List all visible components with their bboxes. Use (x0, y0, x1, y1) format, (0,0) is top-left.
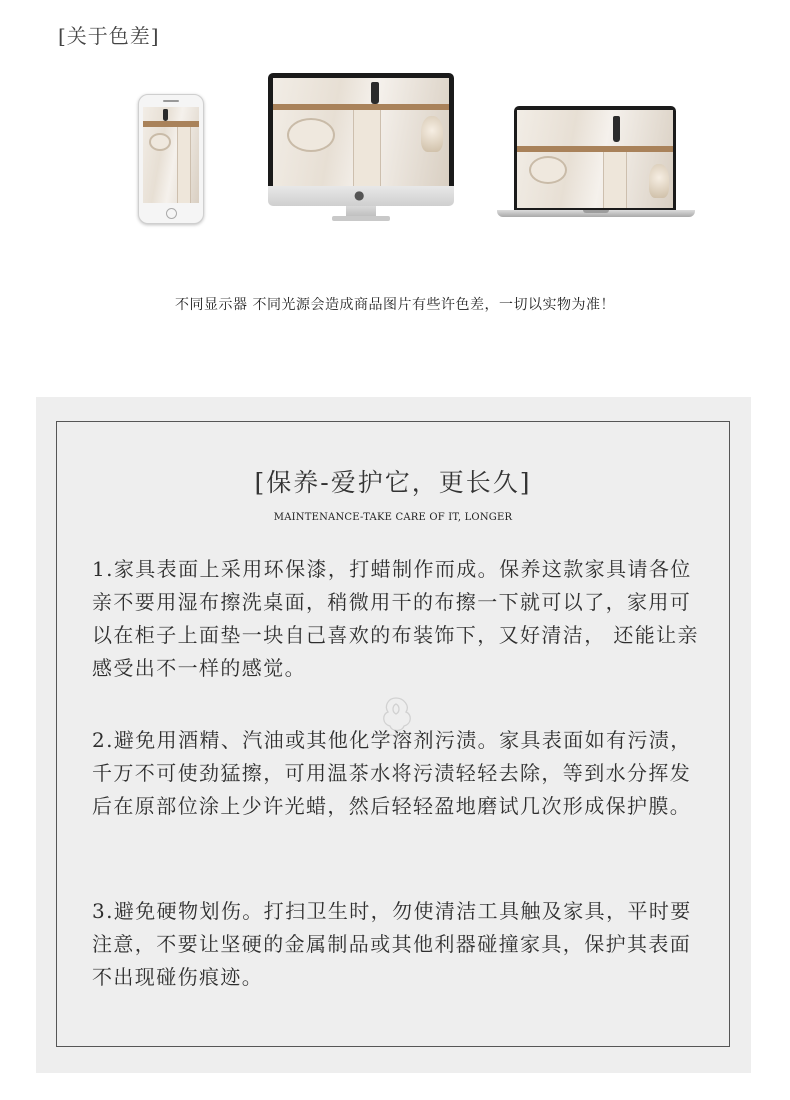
laptop-notch (583, 210, 609, 213)
maintenance-paragraph-3: 3.避免硬物划伤。打扫卫生时，勿使清洁工具触及家具，平时要注意，不要让坚硬的金属制品或其他利器碰撞家具，保护其表面不出现碰伤痕迹。 (92, 899, 692, 989)
apple-logo-icon: ● (354, 188, 365, 202)
monitor-screen-image (273, 78, 449, 186)
phone-device-image (138, 94, 204, 224)
laptop-image (497, 106, 695, 222)
color-difference-disclaimer: 不同显示器 不同光源会造成商品图片有些许色差，一切以实物为准！ (175, 297, 615, 313)
maintenance-subtitle: MAINTENANCE-TAKE CARE OF IT, LONGER (273, 512, 513, 523)
phone-home-button (166, 208, 177, 219)
desktop-monitor-image (268, 73, 454, 223)
maintenance-title: [保养-爱护它，更长久] (254, 468, 532, 497)
phone-screen-image (143, 107, 199, 203)
monitor-foot (332, 216, 390, 221)
color-note-title: [关于色差] (58, 24, 160, 48)
laptop-screen-image (517, 110, 673, 208)
phone-speaker (163, 100, 179, 102)
laptop-lid (514, 106, 676, 210)
maintenance-paragraph-2: 2.避免用酒精、汽油或其他化学溶剂污渍。家具表面如有污渍，千万不可使劲猛擦，可用温茶水将污渍轻轻去除，等到水分挥发后在原部位涂上少许光蜡，然后轻轻盈地磨试几次形成保护膜。 (92, 728, 692, 818)
maintenance-paragraph-1: 1.家具表面上采用环保漆，打蜡制作而成。保养这款家具请各位亲不要用湿布擦洗桌面，稍微用干的布擦一下就可以了，家用可以在柜子上面垫一块自己喜欢的布装饰下，又好清洁， 还能让亲感受出不一样的感觉。 (92, 557, 699, 680)
rose-watermark-icon (366, 692, 426, 744)
